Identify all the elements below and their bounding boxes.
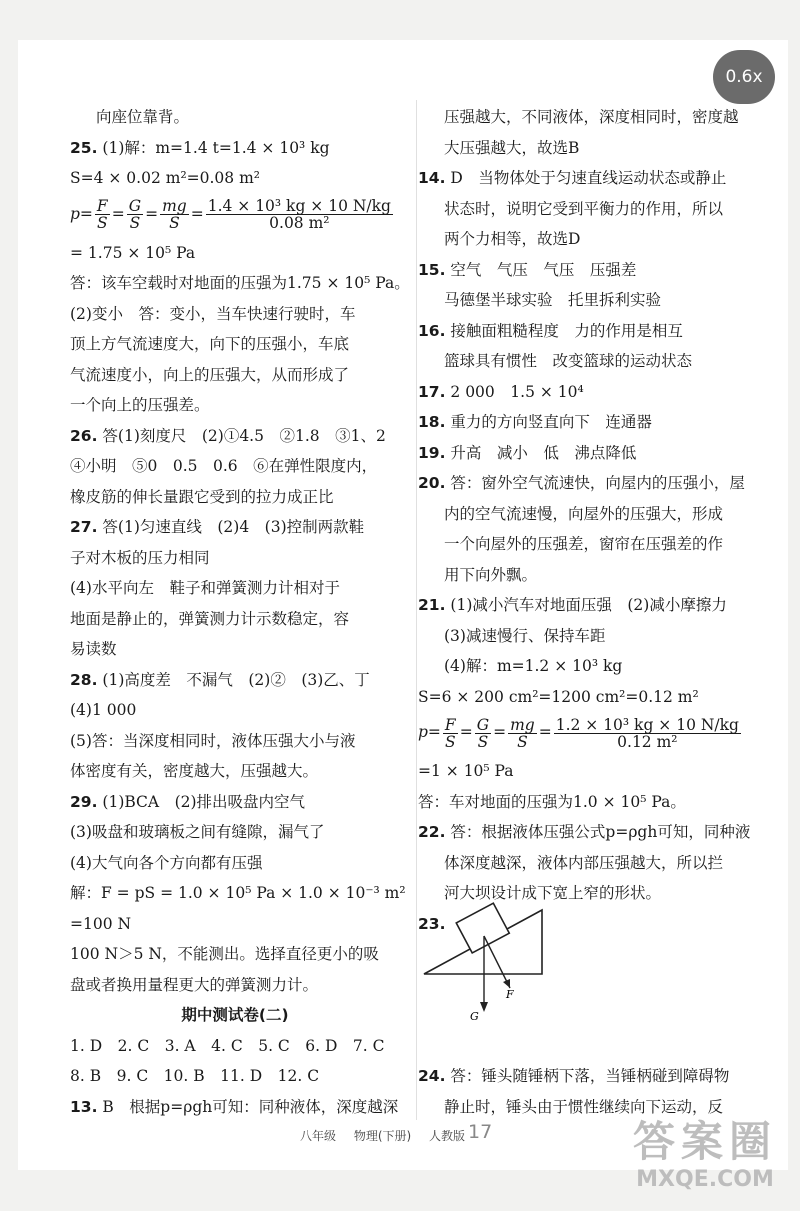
gravity-label: G: [470, 1010, 479, 1023]
line-text: 静止时，锤头由于惯性继续向下运动，反: [444, 1097, 724, 1116]
document-page: [18, 40, 788, 1170]
watermark-logo: [620, 1118, 790, 1208]
line-text: D 当物体处于匀速直线运动状态或静止: [450, 169, 727, 187]
line-text: ④小明 ⑤0 0.5 0.6 ⑥在弹性限度内，: [70, 457, 378, 475]
question-number: 25.: [70, 138, 98, 157]
question-number: 21.: [418, 596, 446, 614]
line-text: 期中测试卷(二): [181, 1006, 289, 1024]
text-line: [70, 390, 400, 421]
text-line: [418, 285, 748, 316]
line-text: (1)减小汽车对地面压强 (2)减小摩擦力: [450, 596, 727, 614]
question-number: 16.: [418, 321, 446, 340]
equals-sign: =: [145, 204, 159, 223]
fraction: [508, 717, 537, 750]
line-text: 子对木板的压力相同: [70, 548, 210, 567]
line-text: 顶上方气流速度大，向下的压强小，车底: [70, 335, 350, 353]
line-text: 两个力相等，故选D: [444, 230, 581, 248]
fraction: [443, 717, 458, 750]
question-number: 23.: [418, 914, 446, 933]
text-line: [70, 268, 410, 299]
text-line: [70, 482, 400, 513]
text-line: [418, 1031, 748, 1062]
fraction-numerator: G: [476, 715, 490, 734]
equals-sign: =: [459, 723, 473, 741]
line-text: 答：车对地面的压强为1.0 × 10⁵ Pa。: [418, 792, 686, 811]
text-line: [70, 360, 400, 391]
fraction-denominator: 0.08 m²: [269, 214, 330, 232]
text-line: [418, 468, 748, 499]
question-number: 22.: [418, 823, 446, 841]
line-text: (4)1 000: [70, 701, 137, 719]
question-number: 20.: [418, 474, 446, 492]
text-line: [418, 316, 748, 347]
fraction-numerator: F: [96, 197, 108, 215]
line-text: 解：F = pS = 1.0 × 10⁵ Pa × 1.0 × 10⁻³ m²: [70, 884, 406, 902]
equals-sign: =: [111, 204, 125, 223]
equals-sign: =: [538, 723, 552, 741]
line-text: S=4 × 0.02 m²=0.08 m²: [70, 169, 260, 187]
text-line: [418, 163, 748, 194]
text-line: [70, 848, 400, 879]
fraction-denominator: S: [169, 214, 180, 232]
text-line: [70, 133, 400, 164]
text-line: [70, 939, 400, 970]
fraction-numerator: 1.4 × 10³ kg × 10 N/kg: [207, 197, 391, 215]
text-line: [70, 543, 400, 574]
line-text: 升高 减小 低 沸点降低: [450, 443, 637, 462]
line-text: (3)减速慢行、保持车距: [444, 626, 606, 645]
line-text: 河大坝设计成下宽上窄的形状。: [444, 884, 662, 902]
text-line: [70, 787, 400, 818]
text-line: [418, 682, 748, 713]
line-text: = 1.75 × 10⁵ Pa: [70, 243, 196, 262]
line-text: 答(1)匀速直线 (2)4 (3)控制两款鞋: [102, 518, 365, 536]
text-line: [418, 438, 748, 469]
text-line: [418, 590, 748, 621]
line-text: 体密度有关，密度越大，压强越大。: [70, 762, 319, 780]
text-line: [418, 407, 748, 438]
text-line: [70, 329, 400, 360]
equals-sign: =: [190, 204, 204, 223]
line-text: 答(1)刻度尺 (2)①4.5 ②1.8 ③1、2: [102, 426, 386, 445]
line-text: (1)BCA (2)排出吸盘内空气: [102, 792, 306, 811]
text-line: [70, 238, 400, 269]
gravity-arrowhead: [480, 1002, 488, 1012]
question-number: 28.: [70, 670, 98, 689]
line-text: 8. B 9. C 10. B 11. D 12. C: [70, 1067, 320, 1085]
text-line: [70, 817, 400, 848]
line-text: =100 N: [70, 914, 132, 933]
line-text: 体深度越深，液体内部压强越大，所以拦: [444, 853, 724, 872]
question-number: 17.: [418, 382, 446, 401]
fraction-numerator: G: [128, 197, 142, 215]
text-line: [70, 512, 400, 543]
fraction-denominator: 0.12 m²: [617, 732, 678, 751]
text-line: [70, 634, 400, 665]
line-text: 大压强越大，故选B: [444, 138, 580, 157]
fraction: [475, 717, 491, 750]
question-number: 13.: [70, 1097, 98, 1116]
footer-subject: 物理(下册): [353, 1129, 412, 1143]
line-text: (5)答：当深度相同时，液体压强大小与液: [70, 731, 356, 750]
page-footer: [300, 1127, 479, 1144]
fraction: [95, 198, 110, 231]
footer-grade: 八年级: [300, 1129, 337, 1143]
text-line: [70, 970, 400, 1001]
text-line: [70, 695, 400, 726]
block-on-incline: [456, 903, 509, 953]
text-line: [70, 1061, 400, 1092]
fraction: [127, 198, 143, 231]
line-text: 一个向上的压强差。: [70, 396, 210, 414]
line-text: 篮球具有惯性 改变篮球的运动状态: [444, 352, 693, 370]
line-text: 空气 气压 气压 压强差: [450, 260, 637, 279]
line-text: 地面是静止的，弹簧测力计示数稳定，容: [70, 609, 350, 628]
formula-prefix: p=: [70, 204, 93, 223]
line-text: 答：该车空载时对地面的压强为1.75 × 10⁵ Pa。: [70, 274, 410, 292]
text-line: [418, 651, 748, 682]
line-text: 橡皮筋的伸长量跟它受到的拉力成正比: [70, 487, 334, 506]
text-line: [70, 102, 400, 133]
equals-sign: =: [493, 723, 507, 741]
line-text: (2)变小 答：变小，当车快速行驶时，车: [70, 304, 356, 323]
formula-prefix: p=: [418, 723, 441, 741]
line-text: 2 000 1.5 × 10⁴: [450, 382, 584, 401]
line-text: 易读数: [70, 640, 117, 658]
line-text: (4)大气向各个方向都有压强: [70, 853, 263, 872]
line-text: 状态时，说明它受到平衡力的作用，所以: [444, 199, 724, 218]
line-text: 盘或者换用量程更大的弹簧测力计。: [70, 975, 319, 994]
text-line: [418, 787, 748, 818]
line-text: 向座位靠背。: [96, 108, 190, 126]
text-line: [70, 1092, 400, 1123]
fraction-numerator: mg: [510, 715, 535, 734]
text-line: [70, 604, 400, 635]
fraction: [206, 198, 393, 231]
text-line: [70, 163, 400, 194]
line-text: 压强越大，不同液体，深度相同时，密度越: [444, 108, 739, 126]
question-number: 18.: [418, 413, 446, 431]
text-line: [70, 756, 400, 787]
text-line: [418, 102, 748, 133]
line-text: 答：窗外空气流速快，向屋内的压强小，屋: [450, 474, 745, 492]
text-line: [418, 756, 748, 787]
logo-url: MXQE.COM: [636, 1167, 774, 1192]
text-line: [418, 224, 748, 255]
line-text: (1)高度差 不漏气 (2)② (3)乙、丁: [102, 670, 370, 689]
text-line: [70, 726, 400, 757]
text-line: [418, 377, 748, 408]
question-number: 26.: [70, 426, 98, 445]
fraction-denominator: S: [444, 732, 456, 751]
column-divider: [416, 100, 417, 1120]
text-line: [70, 665, 400, 696]
line-text: 气流速度小，向上的压强大，从而形成了: [70, 365, 350, 384]
text-line: [418, 848, 748, 879]
fraction-numerator: mg: [162, 197, 187, 215]
fraction: [160, 198, 189, 231]
incline-force-diagram: [418, 896, 558, 1026]
question-number: 14.: [418, 169, 446, 187]
text-line: [418, 712, 748, 756]
text-line: [418, 133, 748, 164]
footer-edition: 人教版: [429, 1129, 466, 1143]
text-line: [418, 1061, 748, 1092]
text-line: [418, 255, 748, 286]
text-line: [70, 909, 400, 940]
fraction-denominator: S: [96, 214, 108, 232]
line-text: 答：锤头随锤柄下落，当锤柄碰到障碍物: [450, 1067, 730, 1085]
text-line: [70, 1031, 400, 1062]
fraction-numerator: 1.2 × 10³ kg × 10 N/kg: [555, 715, 739, 734]
line-text: S=6 × 200 cm²=1200 cm²=0.12 m²: [418, 687, 699, 706]
question-number: 29.: [70, 792, 98, 811]
text-line: [418, 817, 751, 848]
line-text: 马德堡半球实验 托里拆利实验: [444, 291, 662, 309]
text-line: [70, 421, 400, 452]
fraction-numerator: F: [444, 715, 456, 734]
line-text: (3)吸盘和玻璃板之间有缝隙，漏气了: [70, 823, 325, 841]
question-number: 27.: [70, 518, 98, 536]
playback-speed-badge[interactable]: 0.6x: [713, 50, 775, 104]
page-number: 17: [468, 1121, 493, 1143]
force-arrow-line: [484, 936, 510, 988]
section-title: [70, 1000, 400, 1031]
text-line: [70, 194, 400, 238]
text-line: [418, 529, 748, 560]
line-text: (4)水平向左 鞋子和弹簧测力计相对于: [70, 579, 340, 597]
line-text: 重力的方向竖直向下 连通器: [450, 413, 652, 431]
line-text: 100 N＞5 N，不能测出。选择直径更小的吸: [70, 945, 379, 963]
question-number: 15.: [418, 260, 446, 279]
fraction-denominator: S: [477, 732, 489, 751]
fraction: [554, 717, 741, 750]
text-line: [70, 451, 400, 482]
text-line: [418, 560, 748, 591]
line-text: 用下向外飘。: [444, 565, 538, 584]
fraction-denominator: S: [129, 214, 141, 232]
text-line: [70, 299, 400, 330]
line-text: 接触面粗糙程度 力的作用是相互: [450, 321, 683, 340]
line-text: (1)解：m=1.4 t=1.4 × 10³ kg: [102, 138, 330, 157]
text-line: [70, 878, 406, 909]
line-text: 内的空气流速慢，向屋外的压强大，形成: [444, 504, 724, 523]
text-line: [418, 346, 748, 377]
line-text: 一个向屋外的压强差，窗帘在压强差的作: [444, 535, 724, 553]
line-text: 答：根据液体压强公式p=ρgh可知，同种液: [450, 823, 751, 841]
left-column: [70, 102, 410, 1122]
text-line: [70, 573, 400, 604]
fraction-denominator: S: [517, 732, 528, 751]
text-line: [418, 194, 748, 225]
logo-text: 答案圈: [632, 1117, 777, 1166]
line-text: =1 × 10⁵ Pa: [418, 762, 514, 780]
line-text: 1. D 2. C 3. A 4. C 5. C 6. D 7. C: [70, 1036, 385, 1055]
text-line: [418, 499, 748, 530]
force-label: F: [506, 988, 514, 1001]
question-number: 19.: [418, 443, 446, 462]
question-number: 24.: [418, 1067, 446, 1085]
text-line: [418, 621, 748, 652]
line-text: B 根据p=ρgh可知：同种液体，深度越深: [102, 1097, 399, 1116]
line-text: (4)解：m=1.2 × 10³ kg: [444, 657, 623, 675]
